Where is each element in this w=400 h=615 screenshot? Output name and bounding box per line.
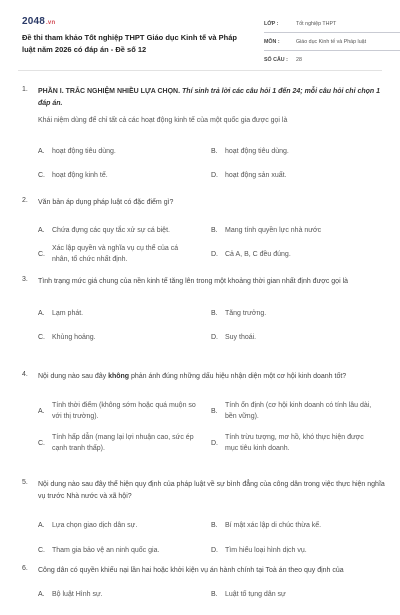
option-key: C. [38, 250, 45, 258]
option-key: B. [211, 226, 218, 234]
option-text: Lạm phát. [52, 309, 84, 317]
option-d[interactable] [211, 163, 384, 187]
option-a[interactable] [38, 139, 211, 163]
option-text: Tính trừu tượng, mơ hồ, khó thực hiện được mục tiêu kinh doanh. [225, 434, 364, 452]
option-text: Khủng hoảng. [52, 333, 96, 341]
header-divider [18, 70, 382, 71]
option-c[interactable] [38, 241, 211, 267]
option-d[interactable] [211, 241, 384, 267]
option-a[interactable] [38, 513, 211, 538]
question-1 [18, 86, 388, 197]
option-key: D. [211, 439, 218, 447]
question-number: 1. [22, 86, 28, 93]
option-text: Xác lập quyền và nghĩa vụ cụ thể của cá nhân, tổ chức nhất định. [52, 245, 179, 263]
option-c[interactable] [38, 163, 211, 187]
meta-label: MÔN : [264, 38, 280, 45]
meta-value: Tốt nghiệp THPT [296, 20, 337, 27]
option-d[interactable] [211, 325, 384, 349]
option-b[interactable] [211, 395, 384, 427]
meta-label: SỐ CÂU : [264, 56, 288, 63]
option-a[interactable] [38, 219, 211, 241]
option-text: Tăng trưởng. [225, 309, 267, 317]
meta-value: 28 [296, 56, 302, 63]
question-stem: Khái niệm dùng để chỉ tất cả các hoạt động kinh tế của một quốc gia được gọi là [38, 117, 288, 124]
document-header [18, 12, 386, 63]
logo-suffix: .vn [46, 20, 56, 26]
option-key: A. [38, 590, 45, 598]
option-text: hoạt động tiêu dùng. [52, 147, 116, 155]
option-text: Mang tính quyền lực nhà nước [225, 226, 322, 234]
option-key: C. [38, 171, 45, 179]
option-b[interactable] [211, 301, 384, 325]
question-number: 3. [22, 276, 28, 283]
option-a[interactable] [38, 301, 211, 325]
question-number: 5. [22, 479, 28, 486]
option-key: C. [38, 333, 45, 341]
option-key: B. [211, 407, 218, 415]
question-text-part: Nội dung nào sau đây [38, 373, 109, 380]
option-c[interactable] [38, 427, 211, 459]
option-text: Tính thời điểm (không sớm hoặc quá muộn so với thị trường). [52, 402, 196, 420]
option-d[interactable] [211, 427, 384, 459]
option-key: C. [38, 439, 45, 447]
option-text: Chứa đựng các quy tắc xử sự cá biệt. [52, 226, 170, 234]
question-6 [18, 565, 388, 615]
question-text: Văn bản áp dụng pháp luật có đặc điểm gì? [38, 199, 174, 206]
option-key: B. [211, 147, 218, 155]
option-text: Bí mật xác lập di chúc thừa kế. [225, 522, 322, 529]
option-list [38, 513, 388, 563]
option-a[interactable] [38, 587, 211, 601]
meta-value: Giáo dục Kinh tế và Pháp luật [296, 38, 367, 45]
option-d[interactable] [211, 538, 384, 563]
option-key: B. [211, 309, 218, 317]
option-c[interactable] [38, 325, 211, 349]
option-text: Cả A, B, C đều đúng. [225, 250, 291, 258]
option-text: hoạt động tiêu dùng. [225, 147, 289, 155]
question-text: Nội dung nào sau đây thể hiện quy định của pháp luật về sự bình đẳng của công dân trong việc thực hiện nghĩa vụ trước Nhà nước và xã hội? [38, 481, 385, 500]
option-key: D. [211, 547, 218, 554]
question-5 [18, 479, 388, 565]
meta-row-class [264, 15, 400, 33]
option-text: Tham gia bảo vệ an ninh quốc gia. [52, 547, 160, 554]
option-b[interactable] [211, 139, 384, 163]
exam-title: Đề thi tham khảo Tốt nghiệp THPT Giáo dục Kinh tế và Pháp luật năm 2026 có đáp án - Đề số 12 [22, 33, 238, 54]
option-key: C. [38, 547, 45, 554]
option-text: Tính ổn định (cơ hội kinh doanh có tính lâu dài, bền vững). [225, 402, 372, 420]
option-key: A. [38, 407, 45, 415]
option-list [38, 219, 388, 267]
question-2 [18, 197, 388, 276]
question-3 [18, 276, 388, 371]
option-key: A. [38, 147, 45, 155]
meta-row-subject [264, 33, 400, 51]
question-text-part: phản ánh đúng những dấu hiệu nhận diện một cơ hội kinh doanh tốt? [129, 373, 347, 380]
option-text: Lựa chọn giao dịch dân sự. [52, 522, 138, 529]
question-text: Tình trạng mức giá chung của nền kinh tế tăng lên trong một khoảng thời gian nhất định được gọi là [38, 278, 349, 285]
question-text [38, 371, 388, 383]
option-key: A. [38, 522, 45, 529]
question-text: Công dân có quyền khiếu nại lần hai hoặc khởi kiện vụ án hành chính tại Toà án theo quy định của [38, 567, 344, 574]
section-title: PHẦN I. TRẮC NGHIỆM NHIỀU LỰA CHỌN. [38, 88, 181, 95]
negation-word: không [108, 373, 130, 380]
option-b[interactable] [211, 587, 384, 601]
logo-number: 2048 [22, 16, 46, 27]
option-key: B. [211, 590, 218, 598]
question-number: 2. [22, 197, 28, 204]
option-c[interactable] [38, 538, 211, 563]
option-key: D. [211, 171, 218, 179]
meta-label: LỚP : [264, 20, 279, 27]
question-number: 4. [22, 371, 28, 378]
option-text: Suy thoái. [225, 333, 257, 341]
option-text: hoạt động sản xuất. [225, 171, 287, 179]
site-logo[interactable] [22, 16, 55, 27]
section-heading [38, 86, 388, 110]
option-text: Bộ luật Hình sự. [52, 590, 103, 598]
option-a[interactable] [38, 395, 211, 427]
option-list [38, 587, 388, 601]
meta-row-count [264, 51, 400, 68]
option-text: Luật tố tụng dân sự [225, 590, 286, 598]
option-b[interactable] [211, 219, 384, 241]
option-key: D. [211, 333, 218, 341]
option-key: A. [38, 309, 45, 317]
question-4 [18, 371, 388, 479]
exam-meta [264, 15, 400, 68]
option-list [38, 139, 388, 187]
section-hint: Thí sinh trả lời các câu hỏi 1 đến 24; mỗi câu hỏi chỉ chọn 1 đáp án. [38, 88, 381, 107]
option-text: Tìm hiểu loại hình dịch vụ. [225, 547, 307, 554]
question-list [18, 86, 388, 615]
option-key: B. [211, 522, 218, 529]
option-list [38, 301, 388, 349]
option-list [38, 395, 388, 459]
option-b[interactable] [211, 513, 384, 538]
option-key: A. [38, 226, 45, 234]
option-text: hoạt động kinh tế. [52, 171, 108, 179]
question-number: 6. [22, 565, 28, 572]
option-key: D. [211, 250, 218, 258]
option-text: Tính hấp dẫn (mang lại lợi nhuận cao, sức ép cạnh tranh thấp). [52, 434, 194, 452]
